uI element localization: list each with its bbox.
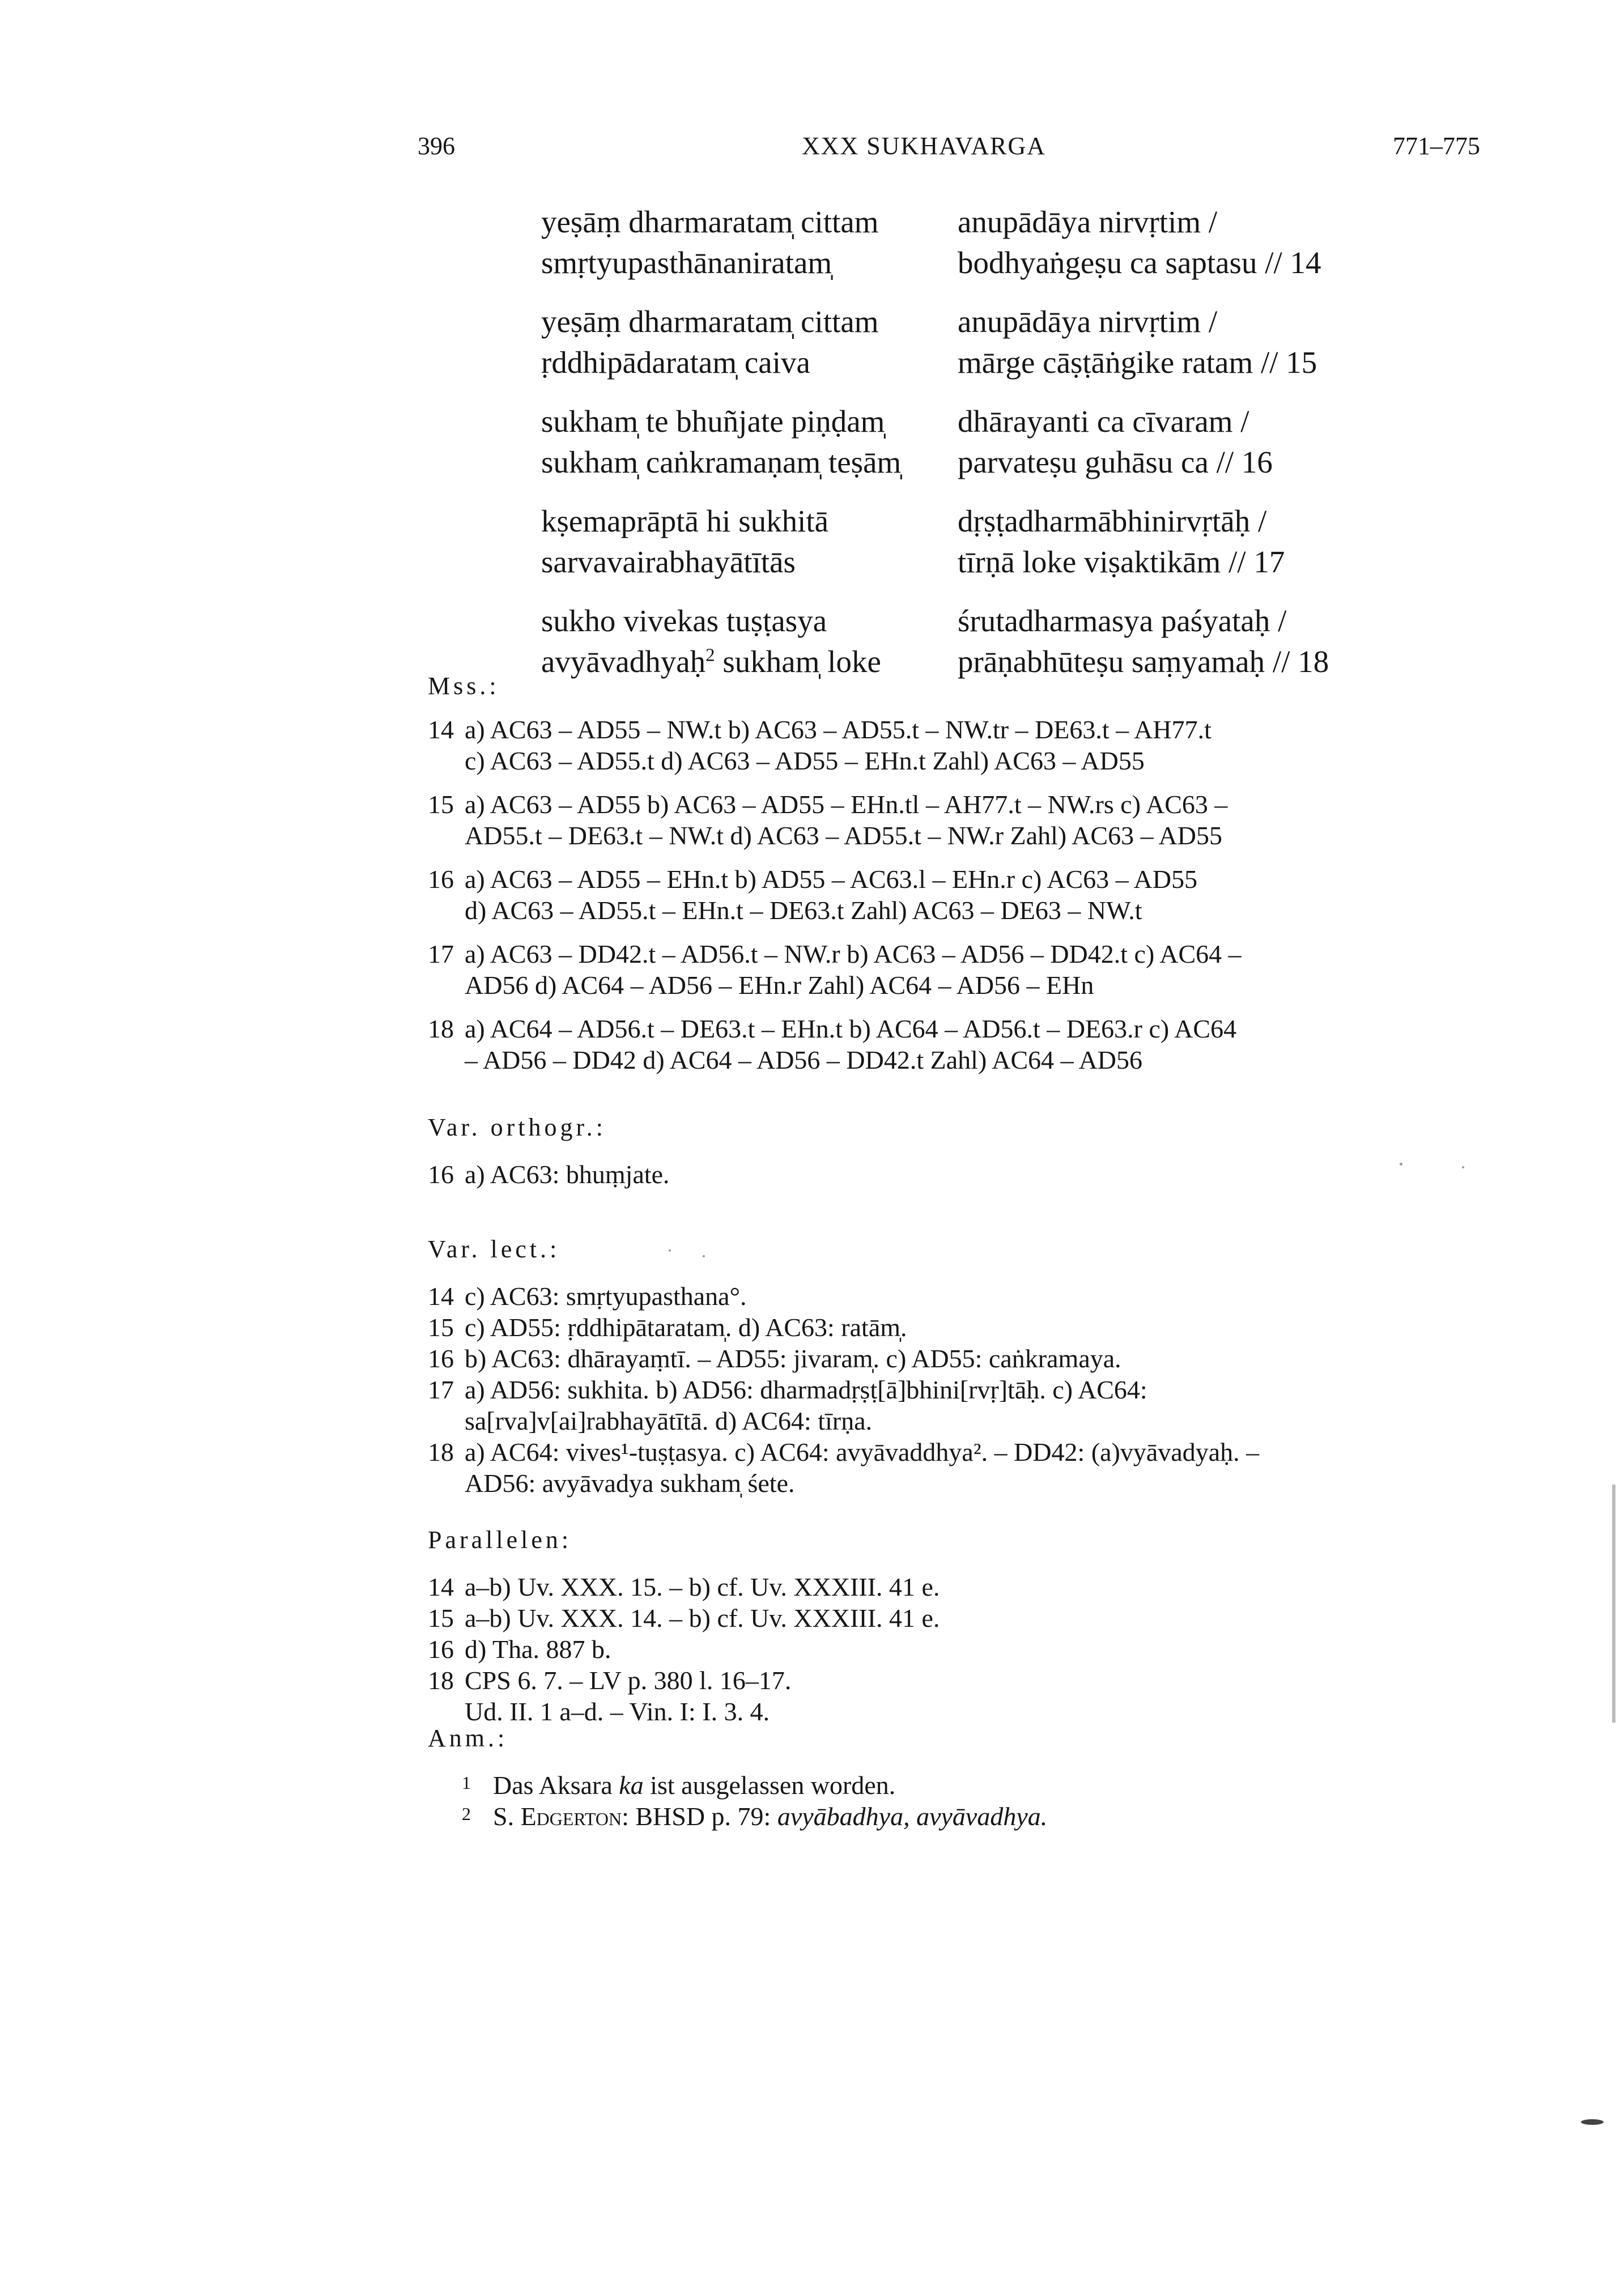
parallels-section	[428, 1524, 1482, 1727]
verse-17	[541, 501, 1504, 582]
entry-line: AD56 d) AC64 – AD56 – EHn.r Zahl) AC64 – AD56 – EHn	[465, 971, 1094, 1000]
manuscripts-section	[428, 670, 1482, 1075]
entry-line: a) AC63: bhuṃjate.	[465, 1160, 670, 1189]
entry-number: 16	[428, 1160, 454, 1189]
verse-pada: tīrṇā loke viṣaktikām // 17	[958, 545, 1285, 579]
entry-number: 14	[428, 715, 454, 744]
variant-entry	[428, 1436, 1482, 1499]
entry-line: a) AD56: sukhita. b) AD56: dharmadṛṣṭ[ā]bhini[rvṛ]tāḥ. c) AC64:	[465, 1375, 1147, 1404]
scan-speck	[703, 1255, 705, 1257]
entry-line: CPS 6. 7. – LV p. 380 l. 16–17.	[465, 1666, 792, 1695]
footnote-mark: 2	[462, 1804, 471, 1824]
variant-entry	[428, 1374, 1482, 1436]
entry-line: a) AC63 – AD55 – EHn.t b) AD55 – AC63.l – EHn.r c) AC63 – AD55	[465, 865, 1198, 894]
scan-speck	[1462, 1166, 1464, 1168]
entry-number: 18	[428, 1666, 454, 1695]
section-title: Anm.:	[428, 1724, 508, 1752]
entry-number: 16	[428, 865, 454, 894]
entry-line: b) AC63: dhārayaṃtī. – AD55: jivaram̩. c) AD55: caṅkramaya.	[465, 1344, 1121, 1373]
verse-pada: anupādāya nirvṛtim /	[958, 304, 1218, 339]
entry-number: 14	[428, 1572, 454, 1601]
verse-pada: mārge cāṣṭāṅgike ratam // 15	[958, 345, 1317, 380]
entry-line: a) AC63 – AD55 b) AC63 – AD55 – EHn.tl – AH77.t – NW.rs c) AC63 –	[465, 790, 1228, 819]
verse-pada: sukham̩ te bhuñjate piṇḍam̩	[541, 404, 885, 439]
footnote-text: Das Aksara ka ist ausgelassen worden.	[493, 1771, 896, 1800]
verse-range: 771–775	[1392, 132, 1480, 160]
entry-line: Ud. II. 1 a–d. – Vin. I: I. 3. 4.	[465, 1697, 770, 1726]
reading-variants-section	[428, 1234, 1482, 1499]
verse-pada: ṛddhipādaratam̩ caiva	[541, 345, 810, 380]
variant-entry	[428, 1159, 1482, 1190]
footnote-1	[462, 1770, 1482, 1801]
verse-pada: sukho vivekas tuṣṭasya	[541, 603, 827, 638]
section-title: Mss.:	[428, 672, 500, 700]
scan-speck	[669, 1249, 671, 1252]
entry-line: – AD56 – DD42 d) AC64 – AD56 – DD42.t Zahl) AC64 – AD56	[465, 1045, 1143, 1074]
verse-pada: prāṇabhūteṣu saṃyamaḥ // 18	[958, 644, 1329, 679]
verse-15	[541, 301, 1504, 383]
variant-entry	[428, 1281, 1482, 1312]
mss-entry	[428, 864, 1482, 926]
entry-line: a–b) Uv. XXX. 15. – b) cf. Uv. XXXIII. 41 e.	[465, 1572, 940, 1601]
entry-number: 15	[428, 1604, 454, 1632]
section-title: Parallelen:	[428, 1526, 572, 1554]
entry-line: a) AC64: vives¹-tuṣṭasya. c) AC64: avyāvaddhya². – DD42: (a)vyāvadyaḥ. –	[465, 1438, 1260, 1466]
entry-line: sa[rva]v[ai]rabhayātītā. d) AC64: tīrṇa.	[465, 1406, 873, 1435]
variant-entry	[428, 1312, 1482, 1343]
entry-number: 18	[428, 1438, 454, 1466]
verse-pada: smṛtyupasthānaniratam̩	[541, 245, 832, 280]
entry-line: AD55.t – DE63.t – NW.t d) AC63 – AD55.t – NW.r Zahl) AC63 – AD55	[465, 821, 1222, 850]
verse-pada: śrutadharmasya paśyataḥ /	[958, 603, 1287, 638]
entry-number: 18	[428, 1014, 454, 1043]
verse-pada: parvateṣu guhāsu ca // 16	[958, 445, 1273, 479]
mss-entry	[428, 938, 1482, 1001]
parallel-entry	[428, 1665, 1482, 1727]
mss-entry	[428, 1013, 1482, 1075]
entry-number: 16	[428, 1635, 454, 1664]
section-title: Var. lect.:	[428, 1235, 560, 1263]
verse-pada: avyāvadhyaḥ$^2$ sukham̩ loke	[541, 644, 881, 679]
entry-number: 17	[428, 939, 454, 968]
entry-number: 15	[428, 1313, 454, 1342]
entry-number: 15	[428, 790, 454, 819]
verse-14	[541, 202, 1504, 283]
orthographic-variants-section	[428, 1112, 1482, 1190]
parallel-entry	[428, 1634, 1482, 1665]
entry-line: a) AC64 – AD56.t – DE63.t – EHn.t b) AC64 – AD56.t – DE63.r c) AC64	[465, 1014, 1237, 1043]
verse-pada: kṣemaprāptā hi sukhitā	[541, 504, 829, 538]
verse-pada: sukham̩ caṅkramaṇam̩ teṣām̩	[541, 445, 902, 479]
chapter-title: XXX SUKHAVARGA	[801, 132, 1046, 160]
verse-pada: yeṣāṃ dharmaratam̩ cittam	[541, 304, 879, 339]
footnote-2	[462, 1801, 1482, 1832]
entry-line: c) AC63: smṛtyupasthana°.	[465, 1282, 747, 1311]
entry-line: c) AC63 – AD55.t d) AC63 – AD55 – EHn.t Zahl) AC63 – AD55	[465, 746, 1145, 775]
verse-pada: dhārayanti ca cīvaram /	[958, 404, 1249, 439]
footnote-mark: 1	[462, 1772, 471, 1793]
scan-speck	[1581, 2119, 1604, 2125]
footnote-text: S. Edgerton: BHSD p. 79: avyābadhya, avyāvadhya.	[493, 1802, 1048, 1831]
entry-line: AD56: avyāvadya sukham̩ śete.	[465, 1469, 795, 1498]
running-header	[418, 131, 1480, 165]
parallel-entry	[428, 1571, 1482, 1602]
page-number: 396	[418, 132, 455, 160]
entry-number: 14	[428, 1282, 454, 1311]
verse-16	[541, 401, 1504, 483]
entry-number: 17	[428, 1375, 454, 1404]
entry-line: d) AC63 – AD55.t – EHn.t – DE63.t Zahl) AC63 – DE63 – NW.t	[465, 896, 1142, 925]
parallel-entry	[428, 1602, 1482, 1634]
entry-line: a) AC63 – AD55 – NW.t b) AC63 – AD55.t – NW.tr – DE63.t – AH77.t	[465, 715, 1211, 744]
mss-entry	[428, 714, 1482, 776]
section-title: Var. orthogr.:	[428, 1113, 606, 1141]
verse-pada: anupādāya nirvṛtim /	[958, 205, 1218, 239]
verse-pada: sarvavairabhayātītās	[541, 545, 796, 579]
entry-number: 16	[428, 1344, 454, 1373]
footnote-ref-2: 2	[705, 645, 715, 666]
entry-line: d) Tha. 887 b.	[465, 1635, 611, 1664]
scan-edge-mark	[1612, 1485, 1616, 1723]
entry-line: a–b) Uv. XXX. 14. – b) cf. Uv. XXXIII. 41 e.	[465, 1604, 940, 1632]
scan-speck	[1400, 1163, 1402, 1166]
variant-entry	[428, 1343, 1482, 1374]
notes-section	[428, 1723, 1482, 1832]
verse-pada: dṛṣṭadharmābhinirvṛtāḥ /	[958, 504, 1267, 538]
verse-block	[541, 202, 1504, 700]
verse-pada: bodhyaṅgeṣu ca saptasu // 14	[958, 245, 1321, 280]
entry-line: a) AC63 – DD42.t – AD56.t – NW.r b) AC63 – AD56 – DD42.t c) AC64 –	[465, 939, 1242, 968]
verse-pada: yeṣāṃ dharmaratam̩ cittam	[541, 205, 879, 239]
entry-line: c) AD55: ṛddhipātaratam̩. d) AC63: ratām̩.	[465, 1313, 907, 1342]
mss-entry	[428, 789, 1482, 851]
